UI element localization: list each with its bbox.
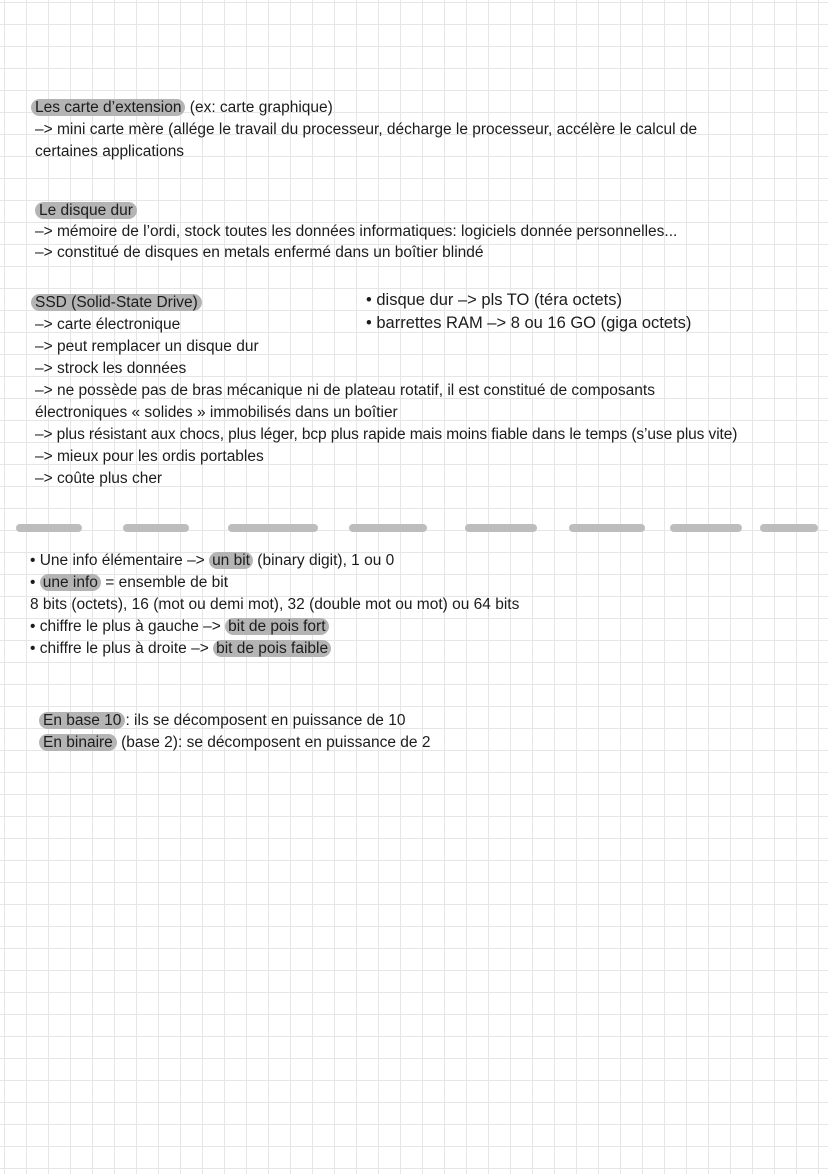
extension-title: Les carte d’extension [31, 99, 185, 116]
extension-line-1: –> mini carte mère (allége le travail du processeur, décharge le processeur, accélère le calcul de [35, 121, 698, 138]
separator-dash [465, 524, 537, 532]
separator-dash [349, 524, 427, 532]
disque-heading [39, 201, 137, 221]
bits-line-1-post: (binary digit), 1 ou 0 [252, 552, 395, 569]
ssd-line-6: –> plus résistant aux chocs, plus léger, bcp plus rapide mais moins fiable dans le temps (s’use plus vite) [35, 426, 738, 443]
base10-rest: : ils se décomposent en puissance de 10 [125, 712, 406, 729]
extension-heading [35, 98, 333, 118]
bits-line-5-pre: • chiffre le plus à droite –> [30, 640, 209, 657]
ssd-title: SSD (Solid-State Drive) [31, 294, 202, 311]
base2-highlight: En binaire [39, 734, 117, 751]
bits-line-4 [30, 617, 329, 637]
separator-dash [228, 524, 318, 532]
ssd-line-1: –> carte électronique [35, 316, 181, 333]
separator-dash [123, 524, 189, 532]
disque-line-2: –> constitué de disques en metals enfermé dans un boîtier blindé [35, 244, 484, 261]
separator-dash [569, 524, 645, 532]
base10-line [43, 711, 405, 731]
bits-line-1-pre: • Une info élémentaire –> [30, 552, 205, 569]
ssd-side-note-1: • disque dur –> pls TO (téra octets) [366, 291, 622, 309]
extension-line-2: certaines applications [35, 143, 185, 160]
separator-dash [670, 524, 742, 532]
ssd-line-2: –> peut remplacer un disque dur [35, 338, 259, 355]
ssd-line-3: –> strock les données [35, 360, 187, 377]
separator-dash [16, 524, 82, 532]
disque-title: Le disque dur [35, 202, 137, 219]
bits-line-2 [30, 573, 228, 593]
disque-line-1: –> mémoire de l’ordi, stock toutes les données informatiques: logiciels donnée personnelles... [35, 223, 678, 240]
ssd-line-7: –> mieux pour les ordis portables [35, 448, 264, 465]
bits-line-2-bullet: • [30, 574, 36, 591]
bits-line-4-highlight: bit de pois fort [225, 618, 328, 635]
ssd-heading [35, 293, 202, 313]
bits-line-2-post: = ensemble de bit [100, 574, 229, 591]
ssd-line-4: –> ne possède pas de bras mécanique ni de plateau rotatif, il est constitué de composants [35, 382, 655, 399]
bits-line-1-highlight: un bit [209, 552, 253, 569]
bits-line-3: 8 bits (octets), 16 (mot ou demi mot), 32 (double mot ou mot) ou 64 bits [30, 596, 520, 613]
base2-rest: (base 2): se décomposent en puissance de 2 [116, 734, 431, 751]
ssd-line-8: –> coûte plus cher [35, 470, 163, 487]
bits-line-5 [30, 639, 331, 659]
extension-title-rest: (ex: carte graphique) [185, 99, 333, 116]
base2-line [43, 733, 430, 753]
bits-line-1 [30, 551, 394, 571]
ssd-line-5: électroniques « solides » immobilisés dans un boîtier [35, 404, 398, 421]
base10-highlight: En base 10 [39, 712, 125, 729]
bits-line-2-highlight: une info [40, 574, 101, 591]
bits-line-5-highlight: bit de pois faible [213, 640, 331, 657]
ssd-side-note-2: • barrettes RAM –> 8 ou 16 GO (giga octets) [366, 314, 692, 332]
separator-dash [760, 524, 818, 532]
bits-line-4-pre: • chiffre le plus à gauche –> [30, 618, 221, 635]
